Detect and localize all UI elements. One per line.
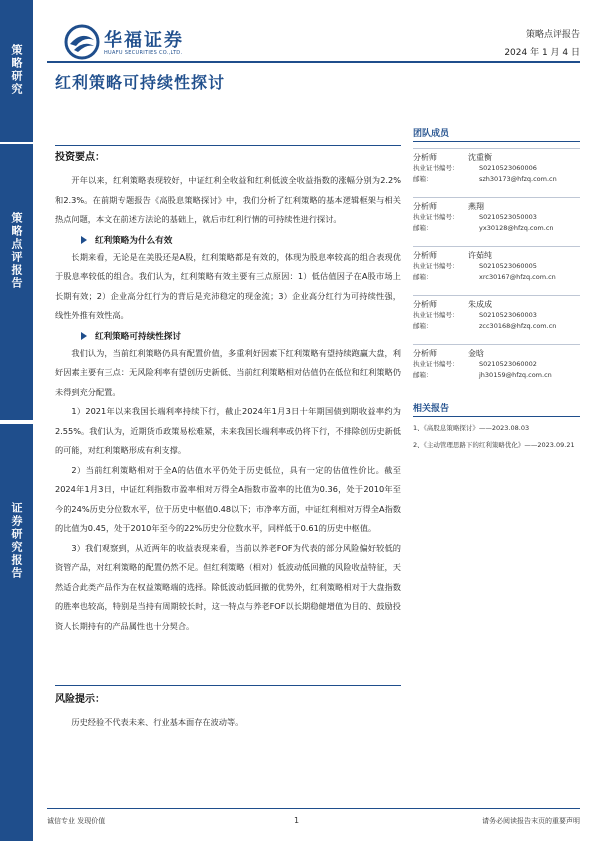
why-effective-paragraph: 长期来看，无论是在美股还是A股，红利策略都是有效的，体现为股息率较高的组合表现优于股息率较低的组合。我们认为，红利策略有效主要有三点原因：1）低估值因子在A股市场上长期有效；2）企业高分红行为的背后是充沛稳定的现金流；3）企业高分红行为可持续性强，线性外推有效性高。 — [55, 251, 401, 320]
analyst-name: 燕翔 — [468, 202, 484, 211]
intro-paragraph: 开年以来，红利策略表现较好，中证红利全收益和红利低波全收益指数的涨幅分别为2.2%和2.3%。在前期专题报告《高股息策略探讨》中，我们分析了红利策略的基本逻辑框架与相关热点问题，本文在前述方法论的基础上，就后市红利行情的可持续性进行探讨。 — [55, 175, 401, 224]
related-report-link[interactable]: 1、《高股息策略探讨》——2023.08.03 — [413, 424, 530, 432]
analyst-cert: S0210523060003 — [479, 311, 537, 319]
cert-label: 执业证书编号： — [413, 164, 459, 172]
analyst-cert: S0210523060006 — [479, 164, 537, 172]
analyst-cert: S0210523060005 — [479, 262, 537, 270]
subheading-text: 红利策略为什么有效 — [95, 235, 173, 246]
analyst-cert: S0210523060002 — [479, 360, 537, 368]
footer-disclaimer: 请务必阅读报告末页的重要声明 — [482, 817, 580, 825]
cert-label: 执业证书编号： — [413, 262, 459, 270]
analyst-role: 分析师 — [413, 251, 437, 260]
report-date: 2024 年 1 月 4 日 — [504, 48, 580, 58]
logo-mark-icon — [64, 24, 100, 60]
page-number: 1 — [294, 816, 300, 825]
subheading-sustainability — [81, 330, 401, 342]
risk-section — [55, 690, 401, 733]
report-type: 策略点评报告 — [525, 30, 580, 40]
team-title: 团队成员 — [413, 126, 580, 142]
email-label: 邮箱： — [413, 371, 433, 379]
footer-divider — [47, 808, 580, 809]
left-sidebar — [0, 0, 33, 841]
risk-paragraph: 历史经验不代表未来、行业基本面存在波动等。 — [71, 717, 244, 727]
analyst-card — [413, 246, 580, 289]
point-3-paragraph: 3）我们观察到，从近两年的收益表现来看，当前以养老FOF为代表的部分风险偏好较低的资管产品，对红利策略的配置仍然不足。但红利策略（相对）低波动低回撤的风险收益特征，天然适合此类产品作为在权益策略端的选择。除低波动低回撤的优势外，红利策略相对于大盘指数的胜率也较高，特别是当持有周期较长时，这一特点与养老FOF以长期稳健增值为目的、鼓励投资人长期持有的产品属性也十分契合。 — [55, 542, 401, 631]
risk-divider — [55, 685, 401, 686]
analyst-card — [413, 295, 580, 338]
analyst-name: 许茹纯 — [468, 251, 492, 260]
header-divider — [47, 61, 580, 63]
subheading-text: 红利策略可持续性探讨 — [95, 331, 181, 342]
analyst-card — [413, 197, 580, 240]
analyst-email[interactable]: jh30159@hfzq.com.cn — [479, 371, 552, 379]
main-content — [55, 148, 401, 636]
point-2-paragraph: 2）当前红利策略相对于全A的估值水平仍处于历史低位，具有一定的估值性价比。截至2024年1月3日，中证红利指数市盈率相对万得全A指数市盈率的比值为0.36，处于2010年至今的24%历史分位数水平，位于历史中枢值0.48以下；市净率方面，中证红利相对万得全A指数的比值为0.45，处于2010年至今的22%历史分位数水平，同样低于0.61的历史中枢值。 — [55, 464, 401, 533]
email-label: 邮箱： — [413, 273, 433, 281]
analyst-name: 朱成成 — [468, 300, 492, 309]
sidebar-label: 策略研究 — [10, 44, 23, 96]
analyst-email[interactable]: zcc30168@hfzq.com.cn — [479, 322, 557, 330]
related-reports-title: 相关报告 — [413, 401, 580, 417]
logo-text-cn: 华福证券 — [104, 30, 184, 51]
analyst-role: 分析师 — [413, 349, 437, 358]
cert-label: 执业证书编号： — [413, 311, 459, 319]
sidebar-block-securities — [0, 424, 33, 841]
sidebar-label: 证券研究报告 — [10, 502, 23, 580]
analyst-card — [413, 344, 580, 387]
triangle-bullet-icon — [81, 236, 87, 244]
email-label: 邮箱： — [413, 322, 433, 330]
email-label: 邮箱： — [413, 175, 433, 183]
cert-label: 执业证书编号： — [413, 213, 459, 221]
analyst-name: 金晗 — [468, 349, 484, 358]
analyst-cert: S0210523050003 — [479, 213, 537, 221]
email-label: 邮箱： — [413, 224, 433, 232]
analyst-email[interactable]: szh30173@hfzq.com.cn — [479, 175, 557, 183]
analyst-email[interactable]: yx30128@hfzq.com.cn — [479, 224, 554, 232]
analyst-role: 分析师 — [413, 300, 437, 309]
sidebar-block-report-type — [0, 144, 33, 420]
page-title: 红利策略可持续性探讨 — [55, 73, 226, 92]
risk-title: 风险提示： — [55, 694, 105, 705]
analyst-role: 分析师 — [413, 202, 437, 211]
logo-text-en: HUAFU SECURITIES CO.,LTD. — [104, 50, 183, 56]
point-1-paragraph: 1）2021年以来我国长端利率持续下行，截止2024年1月3日十年期国债到期收益率约为2.55%。我们认为，近期货币政策易松难紧，未来我国长端利率或仍将下行，不排除创历史新低的可能，对红利策略形成有利支撑。 — [55, 406, 401, 455]
sidebar-label: 策略点评报告 — [10, 212, 23, 290]
cert-label: 执业证书编号： — [413, 360, 459, 368]
analyst-role: 分析师 — [413, 153, 437, 162]
main-divider — [55, 145, 401, 146]
sustainability-paragraph: 我们认为，当前红利策略仍具有配置价值，多重利好因素下红利策略有望持续跑赢大盘，利好因素主要有三点：无风险利率有望创历史新低、当前红利策略相对估值仍在低位和红利策略仍未得到充分配置。 — [55, 347, 401, 397]
company-logo — [64, 24, 214, 62]
summary-title: 投资要点： — [55, 152, 105, 163]
triangle-bullet-icon — [81, 332, 87, 340]
analyst-name: 沈重衡 — [468, 153, 492, 162]
right-column — [413, 126, 580, 451]
analyst-card — [413, 148, 580, 191]
subheading-why-effective — [81, 234, 401, 246]
analyst-email[interactable]: xrc30167@hfzq.com.cn — [479, 273, 556, 281]
related-report-link[interactable]: 2、《主动管理思路下的红利策略优化》——2023.09.21 — [413, 441, 575, 449]
sidebar-block-research — [0, 0, 33, 142]
footer-slogan: 诚信专业 发现价值 — [47, 817, 106, 825]
